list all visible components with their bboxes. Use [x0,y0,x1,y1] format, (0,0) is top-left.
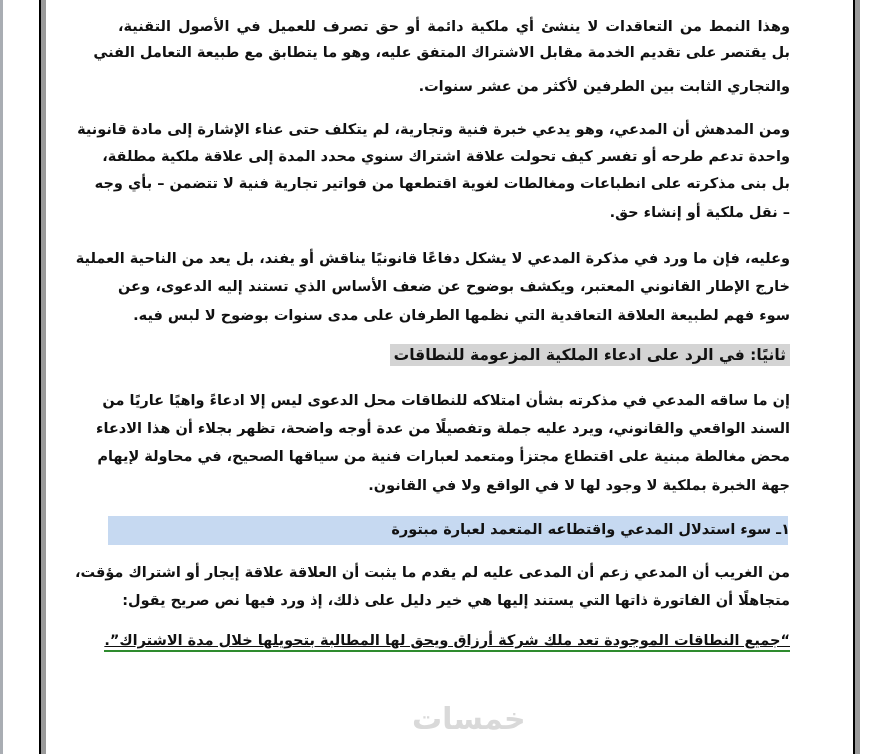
paragraph-line: من الغريب أن المدعي زعم أن المدعى عليه لم يقدم ما يثبت أن العلاقة علاقة إيجار أو اشتراك مؤقت، [74,565,790,581]
page-left-shadow [41,0,46,754]
paragraph-line: متجاهلًا أن الفاتورة ذاتها التي يستند إليها هي خير دليل على ذلك، إذ ورد فيها نص صريح يقول: [122,593,790,609]
paragraph-line: بل يقتصر على تقديم الخدمة مقابل الاشتراك المتفق عليه، وهو ما يتطابق مع طبيعة التعامل الفني [93,45,790,61]
paragraph-line: محض مغالطة مبنية على اقتطاع مجتزأ ومتعمد لعبارات فنية من سياقها الصحيح، في محاولة لإيهام [97,449,790,465]
page-right-shadow [855,0,860,754]
paragraph-line: بل بنى مذكرته على انطباعات ومغالطات لغوية اقتطعها من فواتير تجارية فنية لا تتضمن – بأي وجه [94,176,790,192]
paragraph-line: وعليه، فإن ما ورد في مذكرة المدعي لا يشكل دفاعًا قانونيًا يناقش أو يفند، بل يعد من الناحية العملية [75,251,790,267]
watermark-logo: خمسات [412,702,526,737]
paragraph-line: جهة الخبرة بملكية لا وجود لها لا في الواقع ولا في القانون. [368,478,790,494]
paragraph-line: خارج الإطار القانوني المعتبر، ويكشف بوضوح عن ضعف الأساس الذي تستند إليه الدعوى، وعن [118,279,790,295]
section-heading-text: ثانيًا: في الرد على ادعاء الملكية المزعومة للنطاقات [390,344,790,366]
paragraph-line: – نقل ملكية أو إنشاء حق. [609,205,790,221]
quoted-clause [104,631,790,651]
paragraph-line: والتجاري الثابت بين الطرفين لأكثر من عشر سنوات. [418,79,790,95]
paragraph-line: سوء فهم لطبيعة العلاقة التعاقدية التي نظمها الطرفان على مدى سنوات بوضوح لا لبس فيه. [133,308,790,324]
section-heading [390,345,790,365]
paragraph-line: السند الواقعي والقانوني، ويرد عليه جملة وتفصيلًا من عدة أوجه واضحة، تظهر بجلاء أن هذا الادعاء [96,421,790,437]
paragraph-line: واحدة تدعم طرحه أو تفسر كيف تحولت علاقة اشتراك سنوي محدد المدة إلى علاقة ملكية مطلقة، [102,149,790,165]
subheading: ١ـ سوء استدلال المدعي واقتطاعه المتعمد لعبارة مبتورة [391,522,790,538]
paragraph-line: إن ما ساقه المدعي في مذكرته بشأن امتلاكه للنطاقات محل الدعوى ليس إلا ادعاءً واهيًا عاريًا من [102,393,790,409]
paragraph-line: وهذا النمط من التعاقدات لا ينشئ أي ملكية دائمة أو حق تصرف للعميل في الأصول التقنية، [118,19,790,35]
window-edge [0,0,3,754]
paragraph-line: ومن المدهش أن المدعي، وهو يدعي خبرة فنية وتجارية، لم يتكلف حتى عناء الإشارة إلى مادة قانونية [77,122,790,138]
quote-text: “جميع النطاقات الموجودة تعد ملك شركة أرزاق ويحق لها المطالبة بتحويلها خلال مدة الاشتراك”. [104,633,790,652]
